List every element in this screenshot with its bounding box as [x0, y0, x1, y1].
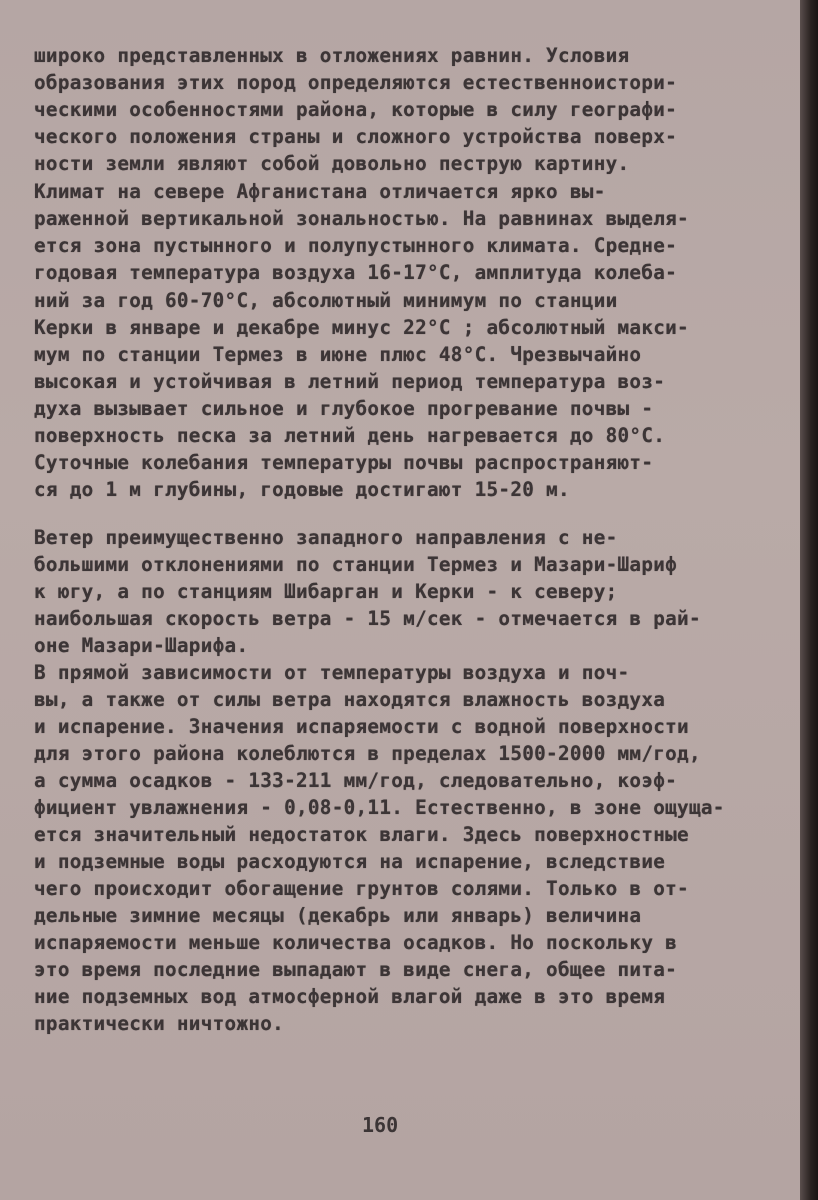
text-line: это время последние выпадают в виде снега, общее пита- — [34, 958, 678, 981]
text-line: духа вызывает сильное и глубокое прогревание почвы - — [34, 397, 654, 420]
text-line: оне Мазари-Шарифа. — [34, 634, 249, 657]
text-line: испаряемости меньше количества осадков. Но поскольку в — [34, 931, 678, 954]
text-line: Ветер преимущественно западного направления с не- — [34, 526, 618, 549]
text-line: для этого района колеблются в пределах 1500-2000 мм/год, — [34, 742, 701, 765]
text-line: мум по станции Термез в июне плюс 48°С. Чрезвычайно — [34, 343, 642, 366]
text-line: годовая температура воздуха 16-17°С, амплитуда колеба- — [34, 261, 678, 284]
text-line: ний за год 60-70°С, абсолютный минимум по станции — [34, 289, 618, 312]
text-line: широко представленных в отложениях равнин. Условия — [34, 44, 630, 67]
text-line: дельные зимние месяцы (декабрь или январь) величина — [34, 904, 642, 927]
text-line: наибольшая скорость ветра - 15 м/сек - отмечается в рай- — [34, 607, 701, 630]
text-line: образования этих пород определяются естественноистори- — [34, 71, 678, 94]
text-line: ческими особенностями района, которые в силу географи- — [34, 98, 678, 121]
text-line: и подземные воды расходуются на испарение, вследствие — [34, 850, 666, 873]
text-line: практически ничтожно. — [34, 1012, 285, 1035]
text-line: Керки в январе и декабре минус 22°С ; абсолютный макси- — [34, 316, 689, 339]
text-line: чего происходит обогащение грунтов солями. Только в от- — [34, 877, 689, 900]
text-line: ется зона пустынного и полупустынного климата. Средне- — [34, 234, 678, 257]
text-line: большими отклонениями по станции Термез и Мазари-Шариф — [34, 553, 678, 576]
text-line: В прямой зависимости от температуры воздуха и поч- — [34, 661, 630, 684]
text-line: раженной вертикальной зональностью. На равнинах выделя- — [34, 207, 689, 230]
text-line: высокая и устойчивая в летний период температура воз- — [34, 370, 666, 393]
page-number: 160 — [362, 1113, 399, 1137]
text-line: ние подземных вод атмосферной влагой даже в это время — [34, 985, 666, 1008]
text-line: и испарение. Значения испаряемости с водной поверхности — [34, 715, 689, 738]
text-line: к югу, а по станциям Шибарган и Керки - к северу; — [34, 580, 618, 603]
text-line: а сумма осадков - 133-211 мм/год, следовательно, коэф- — [34, 769, 678, 792]
text-line: Суточные колебания температуры почвы распространяют- — [34, 451, 654, 474]
text-line: Климат на севере Афганистана отличается ярко вы- — [34, 180, 606, 203]
text-line: вы, а также от силы ветра находятся влажность воздуха — [34, 688, 666, 711]
text-line: ности земли являют собой довольно пеструю картину. — [34, 152, 630, 175]
text-line: поверхность песка за летний день нагревается до 80°С. — [34, 424, 666, 447]
text-line: ется значительный недостаток влаги. Здесь поверхностные — [34, 823, 689, 846]
text-line: фициент увлажнения - 0,08-0,11. Естественно, в зоне ощуща- — [34, 796, 725, 819]
book-binding — [800, 0, 818, 1200]
text-line: ческого положения страны и сложного устройства поверх- — [34, 125, 678, 148]
text-line: ся до 1 м глубины, годовые достигают 15-20 м. — [34, 478, 570, 501]
